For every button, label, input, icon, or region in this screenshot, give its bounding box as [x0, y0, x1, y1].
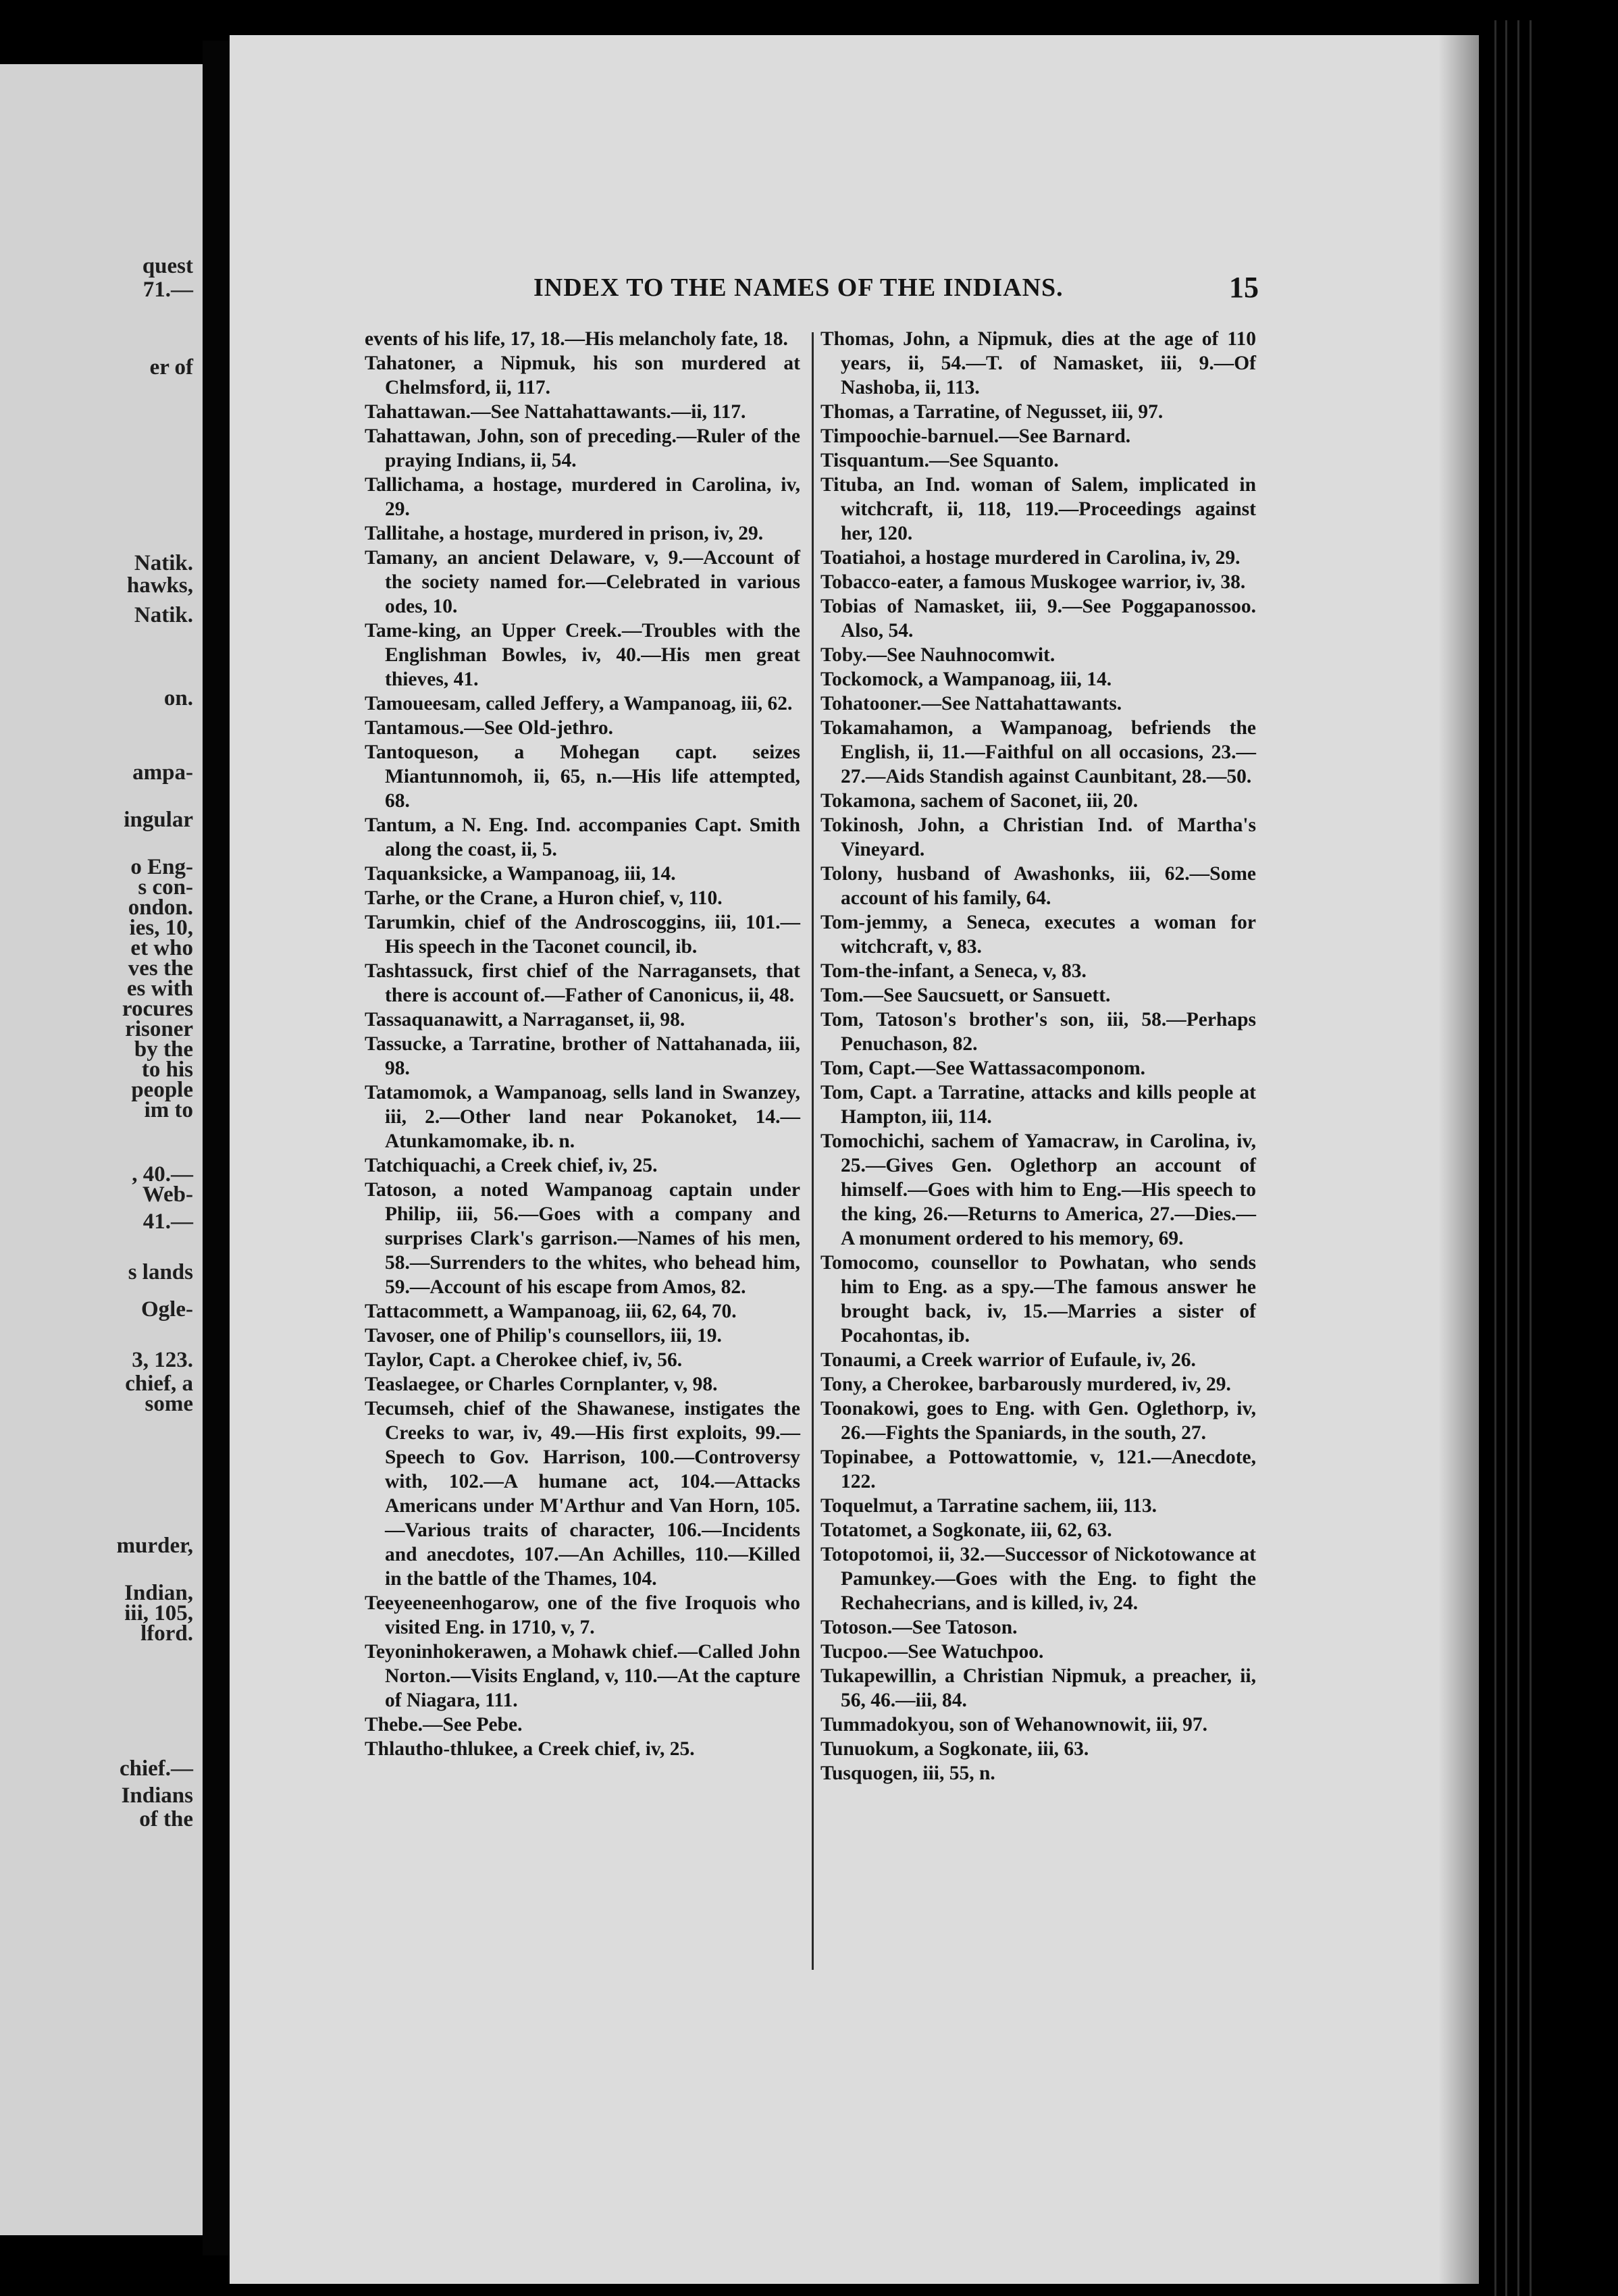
index-entry: Tashtassuck, first chief of the Narragansets, that there is account of.—Father of Canonicus, ii, 48.: [365, 960, 800, 1006]
index-entry: Tecumseh, chief of the Shawanese, instigates the Creeks to war, iv, 49.—His first exploits, 99.—Speech to Gov. Harrison, 100.—Controversy with, 102.—A humane act, 104.—Attacks Americans under M'Arthur and Van Horn, 105.—Various traits of character, 106.—Incidents and anecdotes, 107.—An Achilles, 110.—Killed in the battle of the Thames, 104.: [365, 1398, 800, 1590]
index-entry: Tame-king, an Upper Creek.—Troubles with the Englishman Bowles, iv, 40.—His men great thieves, 41.: [365, 620, 800, 690]
index-entry: Tantum, a N. Eng. Ind. accompanies Capt. Smith along the coast, ii, 5.: [365, 814, 800, 860]
column-divider: [812, 332, 814, 1970]
index-entry: Tassaquanawitt, a Narraganset, ii, 98.: [365, 1009, 685, 1030]
index-entry: Totoson.—See Tatoson.: [820, 1617, 1018, 1638]
left-page-fragment: chief.—: [119, 1756, 193, 1781]
left-page-fragment: to his: [141, 1058, 193, 1082]
index-entry: Tallichama, a hostage, murdered in Carolina, iv, 29.: [365, 474, 800, 520]
index-entry: Tummadokyou, son of Wehanownowit, iii, 97.: [820, 1714, 1207, 1736]
index-entry: Tantamous.—See Old-jethro.: [365, 717, 613, 739]
index-entry: Teyoninhokerawen, a Mohawk chief.—Called John Norton.—Visits England, v, 110.—At the capture of Niagara, 111.: [365, 1641, 800, 1711]
index-entry: Taquanksicke, a Wampanoag, iii, 14.: [365, 863, 676, 885]
left-page-fragment: et who: [130, 936, 193, 960]
index-entry: Tolony, husband of Awashonks, iii, 62.—Some account of his family, 64.: [820, 863, 1256, 909]
index-entry: Tom, Tatoson's brother's son, iii, 58.—Perhaps Penuchason, 82.: [820, 1009, 1256, 1055]
index-entry: Totopotomoi, ii, 32.—Successor of Nickotowance at Pamunkey.—Goes with the Eng. to fight the Rechahecrians, and is killed, iv, 24.: [820, 1544, 1256, 1614]
index-entry: Tarumkin, chief of the Androscoggins, iii, 101.—His speech in the Taconet council, ib.: [365, 912, 800, 958]
left-page-fragment: er of: [149, 355, 193, 380]
index-entry: Tony, a Cherokee, barbarously murdered, iv, 29.: [820, 1374, 1231, 1395]
index-entry: Thomas, John, a Nipmuk, dies at the age of 110 years, ii, 54.—T. of Namasket, iii, 9.—Of Nashoba, ii, 113.: [820, 328, 1256, 398]
left-page-fragment: ondon.: [128, 895, 193, 920]
index-entry: Teaslaegee, or Charles Cornplanter, v, 98.: [365, 1374, 718, 1395]
left-page-fragment: 41.—: [142, 1209, 193, 1234]
left-page-fragment: Natik.: [134, 603, 193, 627]
index-entry: Tantoqueson, a Mohegan capt. seizes Miantunnomoh, ii, 65, n.—His life attempted, 68.: [365, 741, 800, 812]
index-entry: Tom-jemmy, a Seneca, executes a woman for witchcraft, v, 83.: [820, 912, 1256, 958]
index-entry: Tonaumi, a Creek warrior of Eufaule, iv, 26.: [820, 1349, 1196, 1371]
index-entry: Tamoueesam, called Jeffery, a Wampanoag, iii, 62.: [365, 693, 793, 714]
left-page-fragment: Natik.: [134, 551, 193, 575]
index-entry: Tituba, an Ind. woman of Salem, implicated in witchcraft, ii, 118, 119.—Proceedings against her, 120.: [820, 474, 1256, 544]
index-entry: Tohatooner.—See Nattahattawants.: [820, 693, 1122, 714]
index-entry: Tassucke, a Tarratine, brother of Nattahanada, iii, 98.: [365, 1033, 800, 1079]
left-page-fragment: hawks,: [126, 573, 193, 598]
index-entry: Toby.—See Nauhnocomwit.: [820, 644, 1055, 666]
index-column-right: [820, 327, 1256, 1785]
index-entry: Tockomock, a Wampanoag, iii, 14.: [820, 669, 1112, 690]
left-page-fragment: Indian,: [124, 1581, 193, 1605]
left-page-fragment: quest: [142, 254, 193, 278]
index-entry: Totatomet, a Sogkonate, iii, 62, 63.: [820, 1519, 1112, 1541]
left-page-fragment: s lands: [128, 1260, 193, 1284]
index-entry: Toatiahoi, a hostage murdered in Carolina, iv, 29.: [820, 547, 1241, 569]
index-entry: Tomochichi, sachem of Yamacraw, in Carolina, iv, 25.—Gives Gen. Oglethorp an account of himself.—Goes with him to Eng.—His speech to the king, 26.—Returns to America, 27.—Dies.—A monument ordered to his memory, 69.: [820, 1130, 1256, 1249]
index-entry: Toquelmut, a Tarratine sachem, iii, 113.: [820, 1495, 1157, 1517]
left-page-fragment: 3, 123.: [132, 1348, 193, 1372]
left-page-fragment: iii, 105,: [124, 1601, 193, 1625]
index-entry: Thomas, a Tarratine, of Negusset, iii, 97.: [820, 401, 1164, 423]
index-entry: Toonakowi, goes to Eng. with Gen. Oglethorp, iv, 26.—Fights the Spaniards, in the south, 27.: [820, 1398, 1256, 1444]
left-page-fragment: Ogle-: [141, 1297, 193, 1322]
left-page-fragment: chief, a: [125, 1372, 193, 1396]
page-shadow: [1438, 35, 1479, 2284]
index-entry: Tokinosh, John, a Christian Ind. of Martha's Vineyard.: [820, 814, 1256, 860]
page-number: 15: [1229, 271, 1259, 304]
left-page-fragment: murder,: [116, 1534, 193, 1558]
left-page-fragment: risoner: [125, 1017, 193, 1041]
index-entry: Tatoson, a noted Wampanoag captain under Philip, iii, 56.—Goes with a company and surprises Clark's garrison.—Names of his men, 58.—Surrenders to the whites, who behead him, 59.—Account of his escape from Amos, 82.: [365, 1179, 800, 1298]
left-page-fragment: ves the: [128, 956, 193, 981]
index-entry: Thlautho-thlukee, a Creek chief, iv, 25.: [365, 1738, 695, 1760]
index-entry: Tomocomo, counsellor to Powhatan, who sends him to Eng. as a spy.—The famous answer he brought back, iv, 15.—Marries a sister of Pocahontas, ib.: [820, 1252, 1256, 1347]
left-page-fragment: 71.—: [142, 278, 193, 302]
left-page-fragment: es with: [126, 976, 193, 1001]
index-entry: Tukapewillin, a Christian Nipmuk, a preacher, ii, 56, 46.—iii, 84.: [820, 1665, 1256, 1711]
running-title: INDEX TO THE NAMES OF THE INDIANS.: [533, 273, 1064, 302]
index-entry: Timpoochie-barnuel.—See Barnard.: [820, 425, 1131, 447]
index-entry: Tokamahamon, a Wampanoag, befriends the English, ii, 11.—Faithful on all occasions, 23.—27.—Aids Standish against Caunbitant, 28.—50.: [820, 717, 1256, 787]
left-page: [0, 64, 203, 2235]
index-entry: Tatchiquachi, a Creek chief, iv, 25.: [365, 1155, 658, 1176]
left-page-fragment: by the: [134, 1037, 193, 1062]
index-entry: Teeyeeneenhogarow, one of the five Iroquois who visited Eng. in 1710, v, 7.: [365, 1592, 800, 1638]
left-page-fragment: o Eng-: [130, 855, 193, 879]
left-page-fragment: s con-: [138, 875, 193, 899]
index-page: [230, 35, 1479, 2284]
left-page-fragment: ampa-: [132, 760, 193, 785]
book-edge: [1482, 20, 1618, 2296]
index-entry: Tavoser, one of Philip's counsellors, iii, 19.: [365, 1325, 722, 1347]
index-entry: Tahattawan, John, son of preceding.—Ruler of the praying Indians, ii, 54.: [365, 425, 800, 471]
left-page-fragment: ingular: [124, 808, 193, 832]
left-page-fragment: , 40.—: [132, 1162, 193, 1186]
index-entry: Tahattawan.—See Nattahattawants.—ii, 117.: [365, 401, 746, 423]
left-page-fragment: of the: [139, 1807, 193, 1831]
index-entry: Tobias of Namasket, iii, 9.—See Poggapanossoo. Also, 54.: [820, 596, 1256, 642]
page-header: [230, 273, 1479, 320]
index-entry: Tom, Capt. a Tarratine, attacks and kills people at Hampton, iii, 114.: [820, 1082, 1256, 1128]
left-page-fragment: Web-: [142, 1182, 193, 1207]
index-column-left: [365, 327, 800, 1761]
index-entry: Tusquogen, iii, 55, n.: [820, 1763, 995, 1784]
left-page-fragment: people: [131, 1078, 193, 1102]
index-entry: Taylor, Capt. a Cherokee chief, iv, 56.: [365, 1349, 683, 1371]
left-page-fragment: Indians: [121, 1783, 193, 1808]
index-entry: events of his life, 17, 18.—His melancholy fate, 18.: [365, 328, 788, 350]
left-page-fragment: on.: [163, 686, 193, 710]
left-page-fragment: ies, 10,: [129, 916, 193, 940]
book-gutter: [203, 41, 230, 2255]
index-entry: Tisquantum.—See Squanto.: [820, 450, 1059, 471]
left-page-fragment: some: [145, 1392, 193, 1416]
index-entry: Thebe.—See Pebe.: [365, 1714, 523, 1736]
index-entry: Tallitahe, a hostage, murdered in prison, iv, 29.: [365, 523, 764, 544]
left-page-fragment: im to: [144, 1098, 193, 1122]
left-page-fragment: rocures: [122, 997, 193, 1021]
index-entry: Tom-the-infant, a Seneca, v, 83.: [820, 960, 1087, 982]
index-entry: Tom, Capt.—See Wattassacomponom.: [820, 1058, 1146, 1079]
left-page-fragment: lford.: [140, 1621, 193, 1646]
index-entry: Tahatoner, a Nipmuk, his son murdered at Chelmsford, ii, 117.: [365, 353, 800, 398]
index-entry: Tucpoo.—See Watuchpoo.: [820, 1641, 1044, 1663]
index-entry: Tattacommett, a Wampanoag, iii, 62, 64, 70.: [365, 1301, 737, 1322]
index-entry: Tobacco-eater, a famous Muskogee warrior, iv, 38.: [820, 571, 1246, 593]
index-entry: Tom.—See Saucsuett, or Sansuett.: [820, 985, 1111, 1006]
index-entry: Tunuokum, a Sogkonate, iii, 63.: [820, 1738, 1089, 1760]
index-entry: Tarhe, or the Crane, a Huron chief, v, 110.: [365, 887, 723, 909]
index-entry: Tamany, an ancient Delaware, v, 9.—Account of the society named for.—Celebrated in various odes, 10.: [365, 547, 800, 617]
index-entry: Topinabee, a Pottowattomie, v, 121.—Anecdote, 122.: [820, 1446, 1256, 1492]
index-entry: Tokamona, sachem of Saconet, iii, 20.: [820, 790, 1139, 812]
index-entry: Tatamomok, a Wampanoag, sells land in Swanzey, iii, 2.—Other land near Pokanoket, 14.—Atunkamomake, ib. n.: [365, 1082, 800, 1152]
